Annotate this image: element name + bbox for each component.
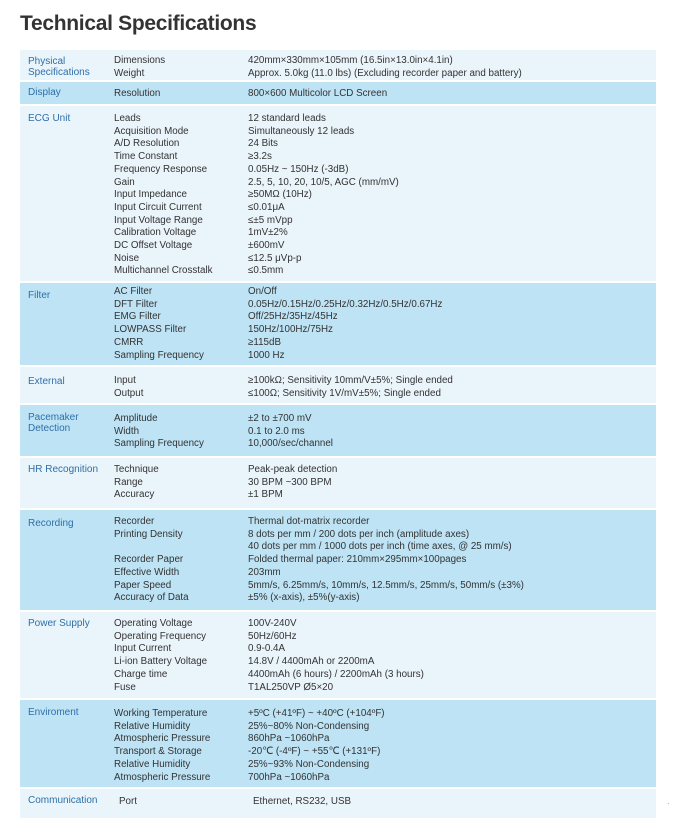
- spec-row: [114, 529, 656, 542]
- spec-value: 700hPa ~1060hPa: [248, 771, 330, 783]
- spec-row: [114, 164, 656, 177]
- spec-parameter: Output: [114, 387, 144, 399]
- spec-row: [114, 477, 656, 490]
- spec-section: [20, 789, 656, 820]
- spec-row: [114, 151, 656, 164]
- spec-row: [114, 202, 656, 215]
- spec-row: [114, 189, 656, 202]
- spec-parameter: EMG Filter: [114, 311, 161, 323]
- spec-parameter: Operating Frequency: [114, 630, 207, 642]
- spec-parameter: Multichannel Crosstalk: [114, 265, 213, 277]
- spec-row: [114, 215, 656, 228]
- spec-section: [20, 106, 656, 283]
- spec-parameter: Accuracy: [114, 489, 155, 501]
- spec-row: [114, 337, 656, 350]
- spec-row: [114, 240, 656, 253]
- spec-value: ≥115dB: [248, 336, 281, 348]
- spec-value: ≤±5 mVpp: [248, 214, 293, 226]
- spec-parameter: Frequency Response: [114, 163, 208, 175]
- section-category: Recording: [28, 518, 74, 529]
- spec-row: [114, 772, 656, 785]
- spec-value: +5ºC (+41ºF) ~ +40ºC (+104ºF): [248, 708, 385, 719]
- spec-row: [114, 541, 656, 554]
- spec-value: 25%~93% Non-Condensing: [248, 758, 370, 770]
- spec-row: [114, 68, 656, 81]
- spec-value: Thermal dot-matrix recorder: [248, 516, 370, 527]
- section-category: Enviroment: [28, 707, 79, 718]
- spec-parameter: Technique: [114, 464, 159, 475]
- section-category: Power Supply: [28, 618, 90, 629]
- spec-value: 1000 Hz: [248, 349, 285, 361]
- spec-row: [114, 375, 656, 388]
- spec-row: [114, 299, 656, 312]
- spec-parameter: Weight: [114, 67, 145, 79]
- spec-value: ±1 BPM: [248, 489, 283, 501]
- spec-value: 420mm×330mm×105mm (16.5in×13.0in×4.1in): [248, 55, 453, 66]
- section-category: Communication: [28, 795, 98, 806]
- spec-parameter: Sampling Frequency: [114, 349, 204, 361]
- spec-section: [20, 367, 656, 405]
- spec-row: [119, 796, 656, 809]
- spec-value: Peak-peak detection: [248, 464, 338, 475]
- spec-section: [20, 612, 656, 700]
- spec-parameter: Leads: [114, 113, 141, 124]
- spec-row: [114, 746, 656, 759]
- spec-value: 14.8V / 4400mAh or 2200mA: [248, 656, 375, 668]
- spec-value: Folded thermal paper: 210mm×295mm×100pages: [248, 554, 467, 566]
- spec-parameter: Relative Humidity: [114, 720, 191, 732]
- spec-parameter: Atmospheric Pressure: [114, 771, 211, 783]
- spec-row: [114, 426, 656, 439]
- spec-parameter: Input Impedance: [114, 189, 187, 201]
- spec-value: ≥3.2s: [248, 151, 272, 163]
- spec-value: 1mV±2%: [248, 227, 288, 239]
- spec-value: ±2 to ±700 mV: [248, 413, 312, 424]
- spec-parameter: Amplitude: [114, 413, 158, 424]
- spec-value: 30 BPM ~300 BPM: [248, 476, 332, 488]
- spec-value: 860hPa ~1060hPa: [248, 733, 330, 745]
- spec-section: [20, 50, 656, 82]
- spec-parameter: Li-ion Battery Voltage: [114, 656, 208, 668]
- spec-parameter: AC Filter: [114, 286, 153, 297]
- spec-parameter: Range: [114, 476, 143, 488]
- spec-parameter: Charge time: [114, 668, 168, 680]
- spec-parameter: Operating Voltage: [114, 618, 193, 629]
- section-category: External: [28, 376, 65, 387]
- spec-value: ≥100kΩ; Sensitivity 10mm/V±5%; Single ended: [248, 375, 453, 386]
- page-marker: ·: [667, 799, 670, 808]
- spec-row: [114, 88, 656, 101]
- spec-parameter: Accuracy of Data: [114, 592, 189, 604]
- spec-value: 5mm/s, 6.25mm/s, 10mm/s, 12.5mm/s, 25mm/s, 50mm/s (±3%): [248, 579, 524, 591]
- spec-parameter: Sampling Frequency: [114, 438, 204, 450]
- spec-row: [114, 656, 656, 669]
- spec-parameter: Effective Width: [114, 566, 180, 578]
- spec-section: [20, 405, 656, 458]
- spec-parameter: Calibration Voltage: [114, 227, 197, 239]
- spec-value: -20℃ (-4ºF) ~ +55℃ (+131ºF): [248, 746, 381, 758]
- spec-parameter: Input Current: [114, 643, 172, 655]
- spec-section: [20, 700, 656, 789]
- spec-parameter: Recorder Paper: [114, 554, 184, 566]
- section-category: Physical Specifications: [28, 56, 90, 78]
- spec-row: [114, 464, 656, 477]
- spec-row: [114, 177, 656, 190]
- spec-parameter: Input: [114, 375, 136, 386]
- spec-row: [114, 311, 656, 324]
- spec-row: [114, 618, 656, 631]
- spec-value: ≤0.5mm: [248, 265, 284, 277]
- spec-section: [20, 510, 656, 612]
- section-category: HR Recognition: [28, 464, 99, 475]
- spec-row: [114, 669, 656, 682]
- spec-parameter: [114, 541, 248, 554]
- spec-value: 2.5, 5, 10, 20, 10/5, AGC (mm/mV): [248, 176, 399, 188]
- spec-row: [114, 592, 656, 605]
- section-category: Display: [28, 87, 61, 98]
- spec-section: [20, 283, 656, 367]
- spec-value: Simultaneously 12 leads: [248, 125, 355, 137]
- spec-value: ±600mV: [248, 240, 285, 252]
- spec-value: On/Off: [248, 286, 277, 297]
- spec-parameter: LOWPASS Filter: [114, 324, 187, 336]
- spec-parameter: Working Temperature: [114, 708, 208, 719]
- spec-parameter: DFT Filter: [114, 298, 158, 310]
- spec-row: [114, 438, 656, 451]
- spec-value: 40 dots per mm / 1000 dots per inch (time axes, @ 25 mm/s): [248, 541, 512, 553]
- spec-value: 8 dots per mm / 200 dots per inch (amplitude axes): [248, 528, 470, 540]
- spec-section: [20, 458, 656, 510]
- spec-row: [114, 631, 656, 644]
- spec-parameter: A/D Resolution: [114, 138, 180, 150]
- spec-section: [20, 82, 656, 106]
- spec-parameter: Width: [114, 425, 140, 437]
- spec-value: 50Hz/60Hz: [248, 630, 297, 642]
- spec-row: [114, 580, 656, 593]
- spec-row: [114, 350, 656, 363]
- spec-value: 24 Bits: [248, 138, 278, 150]
- spec-parameter: CMRR: [114, 336, 144, 348]
- spec-row: [114, 721, 656, 734]
- spec-parameter: Port: [119, 796, 137, 807]
- spec-value: 150Hz/100Hz/75Hz: [248, 324, 333, 336]
- spec-row: [114, 759, 656, 772]
- spec-row: [114, 413, 656, 426]
- section-category: Filter: [28, 290, 51, 301]
- spec-value: 0.05Hz ~ 150Hz (-3dB): [248, 163, 349, 175]
- spec-value: ≤100Ω; Sensitivity 1V/mV±5%; Single ended: [248, 387, 441, 399]
- spec-row: [114, 227, 656, 240]
- spec-parameter: Recorder: [114, 516, 155, 527]
- spec-value: 0.1 to 2.0 ms: [248, 425, 305, 437]
- spec-value: T1AL250VP Ø5×20: [248, 681, 334, 693]
- spec-value: ≥50MΩ (10Hz): [248, 189, 312, 201]
- spec-table: [20, 50, 656, 820]
- section-category: Pacemaker Detection: [28, 412, 79, 434]
- spec-row: [114, 643, 656, 656]
- spec-value: Off/25Hz/35Hz/45Hz: [248, 311, 338, 323]
- spec-value: 800×600 Multicolor LCD Screen: [248, 88, 388, 99]
- section-category: ECG Unit: [28, 113, 71, 124]
- spec-row: [114, 554, 656, 567]
- spec-parameter: Fuse: [114, 681, 136, 693]
- spec-row: [114, 324, 656, 337]
- spec-row: [114, 733, 656, 746]
- spec-value: 12 standard leads: [248, 113, 326, 124]
- spec-row: [114, 567, 656, 580]
- spec-parameter: Input Voltage Range: [114, 214, 203, 226]
- spec-row: [114, 55, 656, 68]
- spec-parameter: Paper Speed: [114, 579, 172, 591]
- spec-row: [114, 253, 656, 266]
- spec-parameter: Dimensions: [114, 55, 166, 66]
- spec-value: ±5% (x-axis), ±5%(y-axis): [248, 592, 360, 604]
- spec-parameter: Transport & Storage: [114, 746, 202, 758]
- spec-value: 0.9-0.4A: [248, 643, 286, 655]
- spec-parameter: Acquisition Mode: [114, 125, 189, 137]
- spec-row: [114, 489, 656, 502]
- spec-value: 4400mAh (6 hours) / 2200mAh (3 hours): [248, 668, 424, 680]
- spec-parameter: Noise: [114, 252, 140, 264]
- spec-row: [114, 113, 656, 126]
- spec-parameter: Time Constant: [114, 151, 178, 163]
- spec-parameter: Relative Humidity: [114, 758, 191, 770]
- spec-row: [114, 138, 656, 151]
- spec-value: Approx. 5.0kg (11.0 lbs) (Excluding recorder paper and battery): [248, 67, 522, 79]
- spec-row: [114, 682, 656, 695]
- page-title: Technical Specifications: [20, 12, 257, 35]
- spec-row: [114, 126, 656, 139]
- spec-value: 10,000/sec/channel: [248, 438, 333, 450]
- spec-row: [114, 265, 656, 278]
- spec-row: [114, 388, 656, 401]
- spec-row: [114, 708, 656, 721]
- spec-parameter: Resolution: [114, 88, 161, 99]
- spec-row: [114, 516, 656, 529]
- spec-value: 25%~80% Non-Condensing: [248, 720, 370, 732]
- spec-parameter: Printing Density: [114, 528, 183, 540]
- spec-value: ≤12.5 μVp-p: [248, 252, 302, 264]
- spec-parameter: Input Circuit Current: [114, 201, 202, 213]
- spec-value: ≤0.01μA: [248, 201, 285, 213]
- spec-parameter: Atmospheric Pressure: [114, 733, 211, 745]
- spec-parameter: DC Offset Voltage: [114, 240, 193, 252]
- spec-value: 100V-240V: [248, 618, 297, 629]
- spec-value: Ethernet, RS232, USB: [253, 796, 352, 807]
- spec-value: 203mm: [248, 566, 281, 578]
- spec-row: [114, 286, 656, 299]
- spec-value: 0.05Hz/0.15Hz/0.25Hz/0.32Hz/0.5Hz/0.67Hz: [248, 298, 443, 310]
- spec-parameter: Gain: [114, 176, 135, 188]
